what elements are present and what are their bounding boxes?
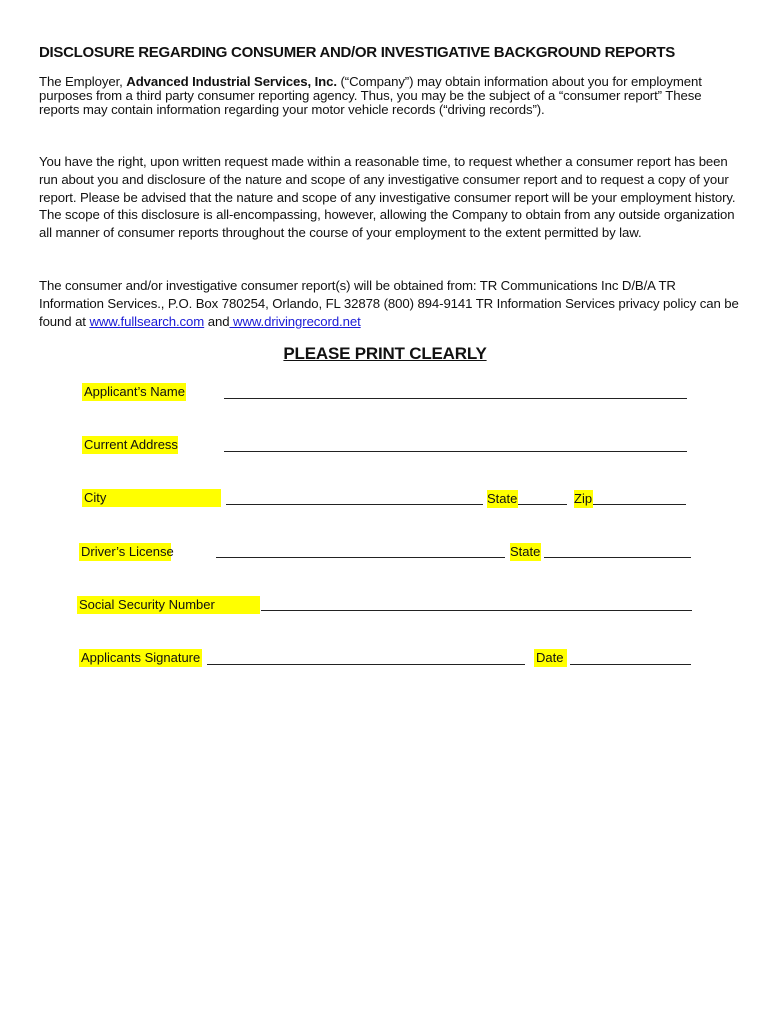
- intro-suffix: (“Company”) may obtain information about you for employment purposes from a third party consumer reporting agency. Thus, you may be the subject of a “consumer report” These reports may contain information regarding your motor vehicle records (“driving records”).: [39, 74, 702, 118]
- document-title: DISCLOSURE REGARDING CONSUMER AND/OR INVESTIGATIVE BACKGROUND REPORTS: [39, 44, 676, 61]
- intro-paragraph: [39, 75, 739, 118]
- fullsearch-link[interactable]: www.fullsearch.com: [89, 313, 205, 329]
- applicant-name-label: Applicant’s Name: [84, 384, 185, 399]
- city-field[interactable]: [226, 504, 483, 505]
- current-address-label: Current Address: [84, 437, 178, 452]
- ssn-field[interactable]: [261, 610, 692, 611]
- drivers-license-field[interactable]: [216, 557, 505, 558]
- state-label: State: [487, 491, 518, 506]
- current-address-field[interactable]: [224, 451, 687, 452]
- ssn-label: Social Security Number: [77, 596, 260, 614]
- date-field[interactable]: [570, 664, 691, 665]
- company-name: Advanced Industrial Services, Inc.: [126, 74, 337, 89]
- intro-prefix: The Employer,: [39, 74, 127, 89]
- print-clearly-heading: PLEASE PRINT CLEARLY: [283, 344, 487, 363]
- zip-label: Zip: [574, 491, 593, 506]
- drivingrecord-link[interactable]: www.drivingrecord.net: [229, 313, 361, 329]
- date-label: Date: [534, 649, 567, 667]
- source-paragraph: [39, 277, 739, 330]
- source-text: The consumer and/or investigative consumer report(s) will be obtained from: TR Communications Inc D/B/A TR Information Services., P.O. Box 780254, Orlando, FL 32878 (800) 894-9141 TR Information Services privacy policy can be found at: [39, 278, 739, 329]
- dl-state-field[interactable]: [544, 557, 691, 558]
- dl-state-label: State: [510, 544, 541, 559]
- applicant-name-field[interactable]: [224, 398, 687, 399]
- signature-label: Applicants Signature: [81, 650, 201, 665]
- zip-field[interactable]: [593, 504, 686, 505]
- rights-paragraph: You have the right, upon written request made within a reasonable time, to request whether a consumer report has been run about you and disclosure of the nature and scope of any investigative consumer report and to request a copy of your report. Please be advised that the nature and scope of any investigative consumer report will be your employment history. The scope of this disclosure is all-encompassing, however, allowing the Company to obtain from any outside organization all manner of consumer reports throughout the course of your employment to the extent permitted by law.: [39, 154, 736, 241]
- source-and: and: [204, 313, 230, 329]
- state-field[interactable]: [518, 504, 567, 505]
- drivers-license-label: Driver’s License: [81, 544, 174, 559]
- signature-field[interactable]: [207, 664, 525, 665]
- city-label: City: [82, 489, 221, 507]
